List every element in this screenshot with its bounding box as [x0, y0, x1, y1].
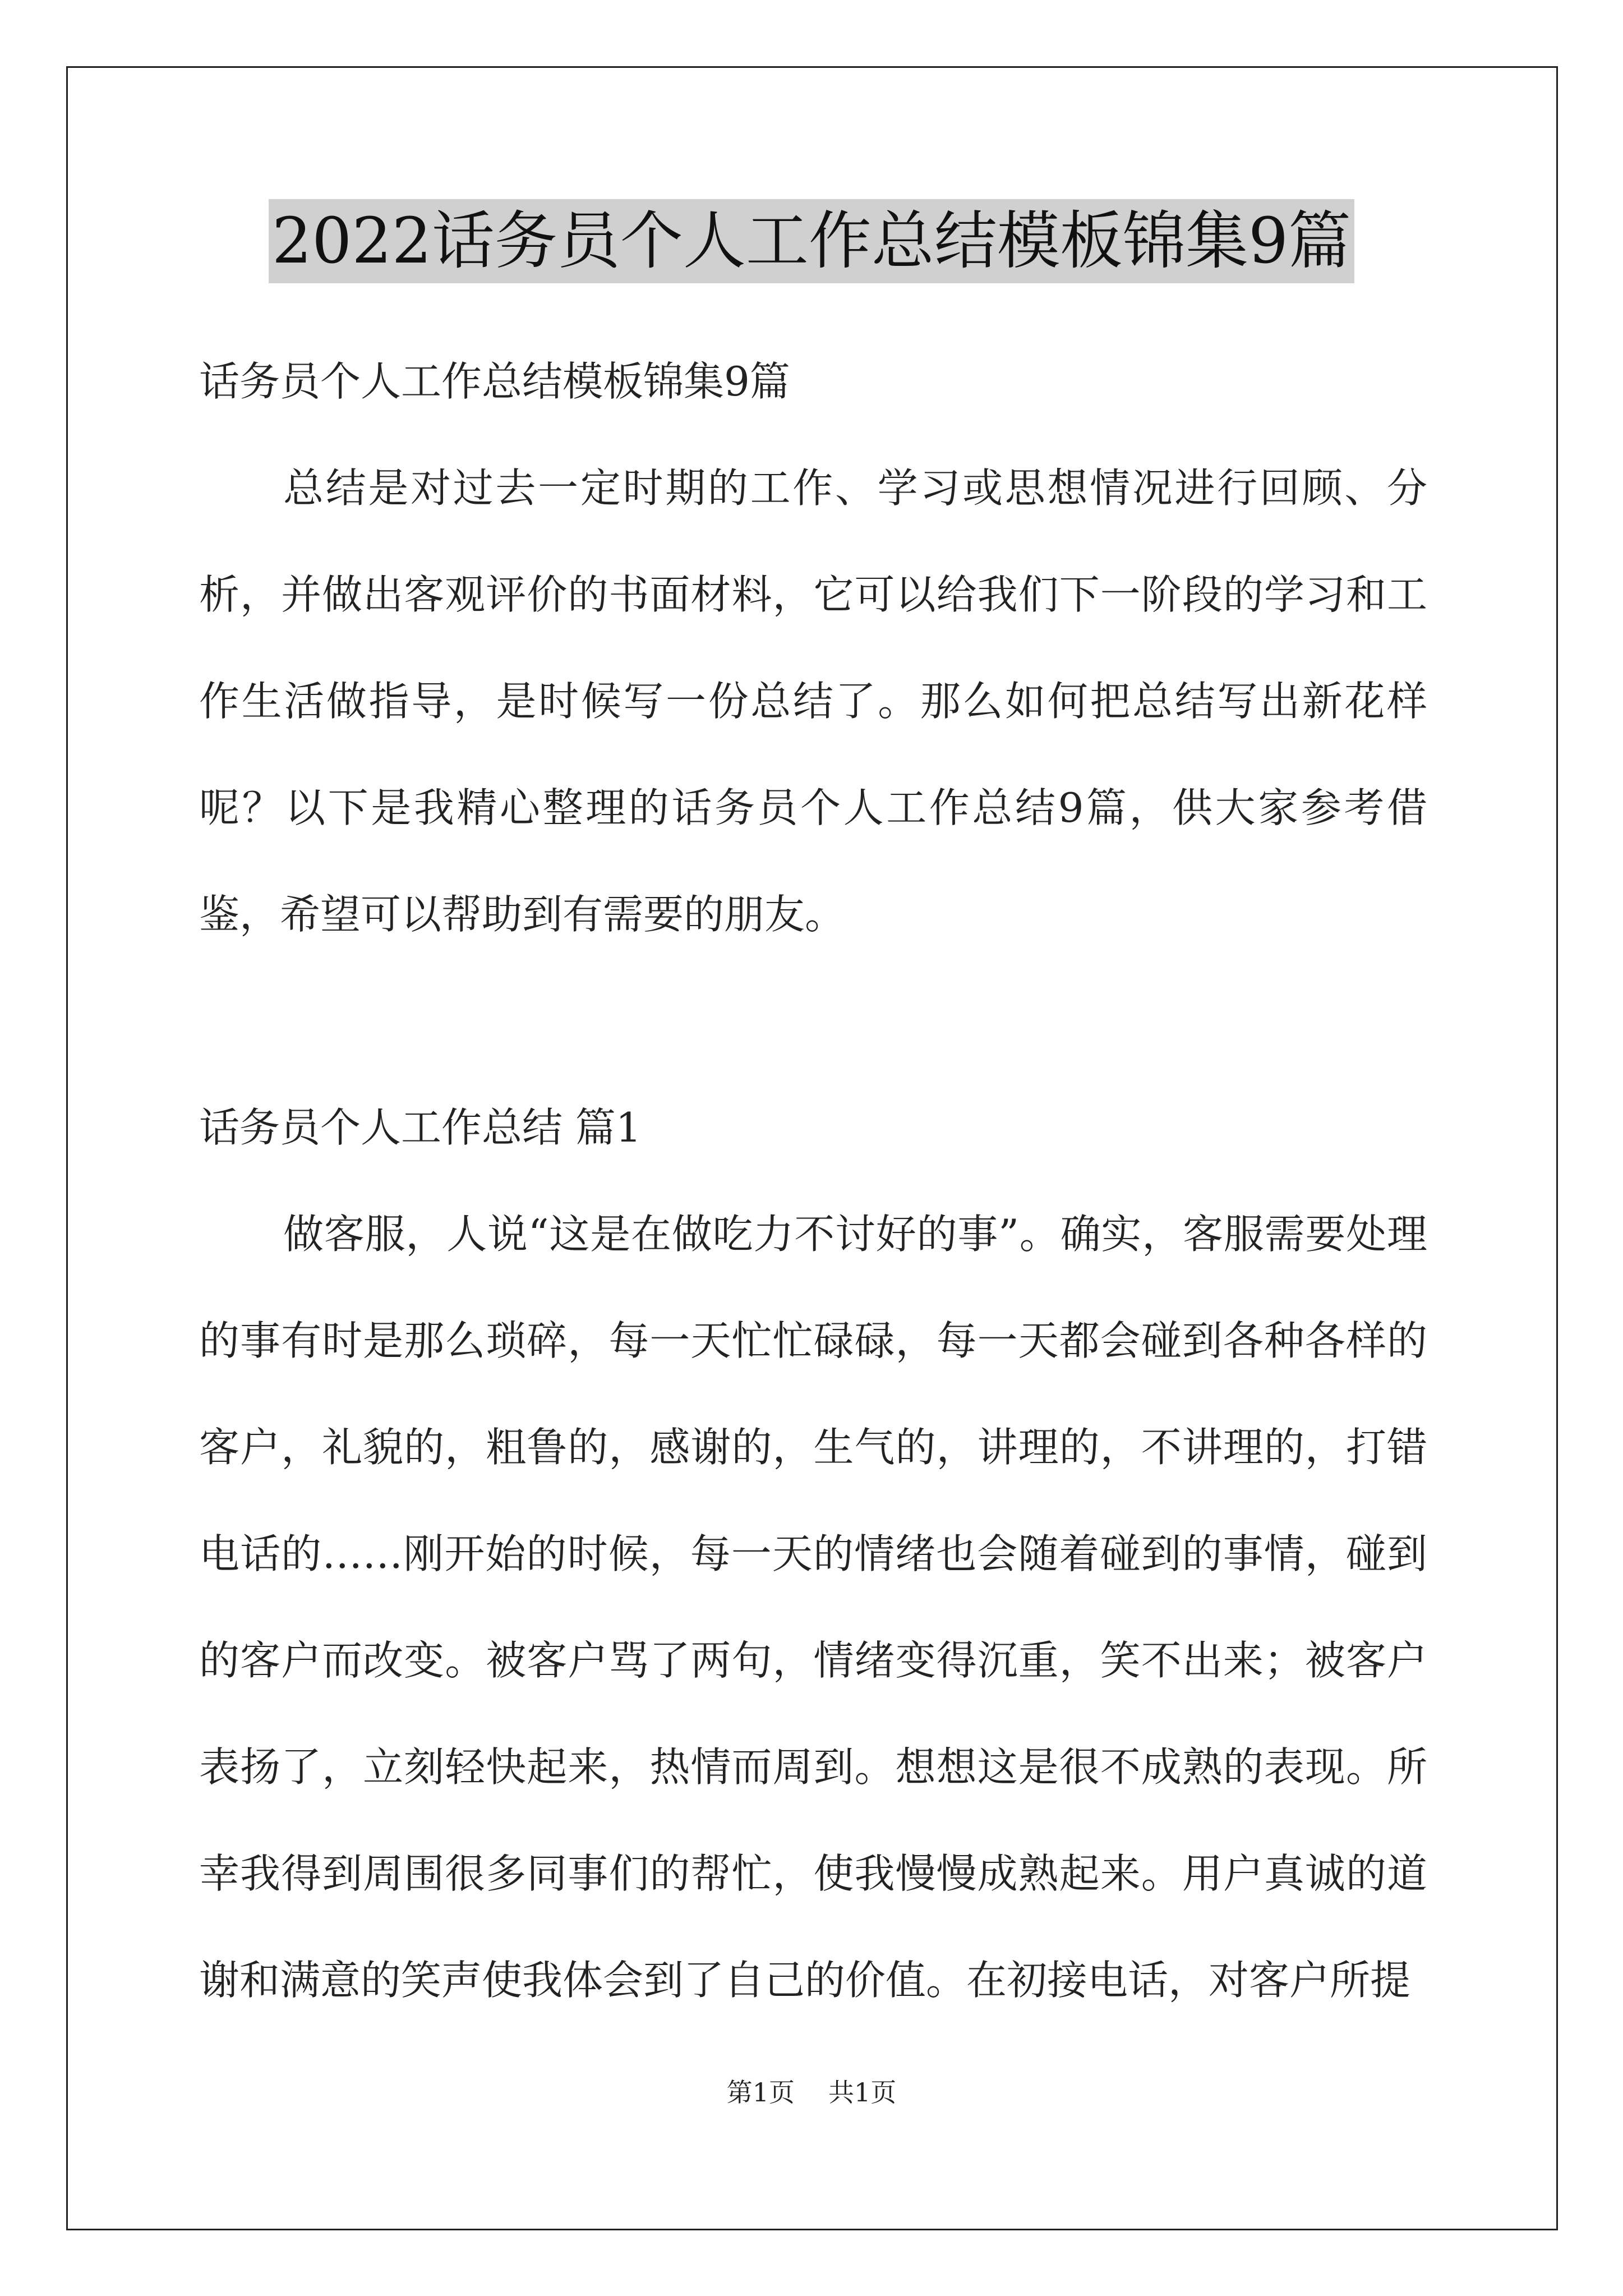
- paragraph-spacer: [199, 968, 1427, 1074]
- page-footer: [0, 2076, 1623, 2109]
- page-number-total: 共1页: [828, 2077, 897, 2108]
- document-body: [199, 328, 1427, 2033]
- section-heading-1: 话务员个人工作总结 篇1: [199, 1104, 642, 1151]
- intro-paragraph: 总结是对过去一定时期的工作、学习或思想情况进行回顾、分析，并做出客观评价的书面材料，它可以给我们下一阶段的学习和工作生活做指导，是时候写一份总结了。那么如何把总结写出新花样呢？以下是我精心整理的话务员个人工作总结9篇，供大家参考借鉴，希望可以帮助到有需要的朋友。: [199, 464, 1427, 938]
- document-title: 2022话务员个人工作总结模板锦集9篇: [269, 199, 1354, 283]
- document-subtitle: 话务员个人工作总结模板锦集9篇: [199, 358, 790, 405]
- page-number-current: 第1页: [726, 2077, 795, 2108]
- section-body-1: 做客服，人说“这是在做吃力不讨好的事”。确实，客服需要处理的事有时是那么琐碎，每一天忙忙碌碌，每一天都会碰到各种各样的客户，礼貌的，粗鲁的，感谢的，生气的，讲理的，不讲理的，打错电话的……刚开始的时候，每一天的情绪也会随着碰到的事情，碰到的客户而改变。被客户骂了两句，情绪变得沉重，笑不出来；被客户表扬了，立刻轻快起来，热情而周到。想想这是很不成熟的表现。所幸我得到周围很多同事们的帮忙，使我慢慢成熟起来。用户真诚的道谢和满意的笑声使我体会到了自己的价值。在初接电话，对客户所提: [199, 1211, 1427, 2004]
- title-container: [0, 199, 1623, 283]
